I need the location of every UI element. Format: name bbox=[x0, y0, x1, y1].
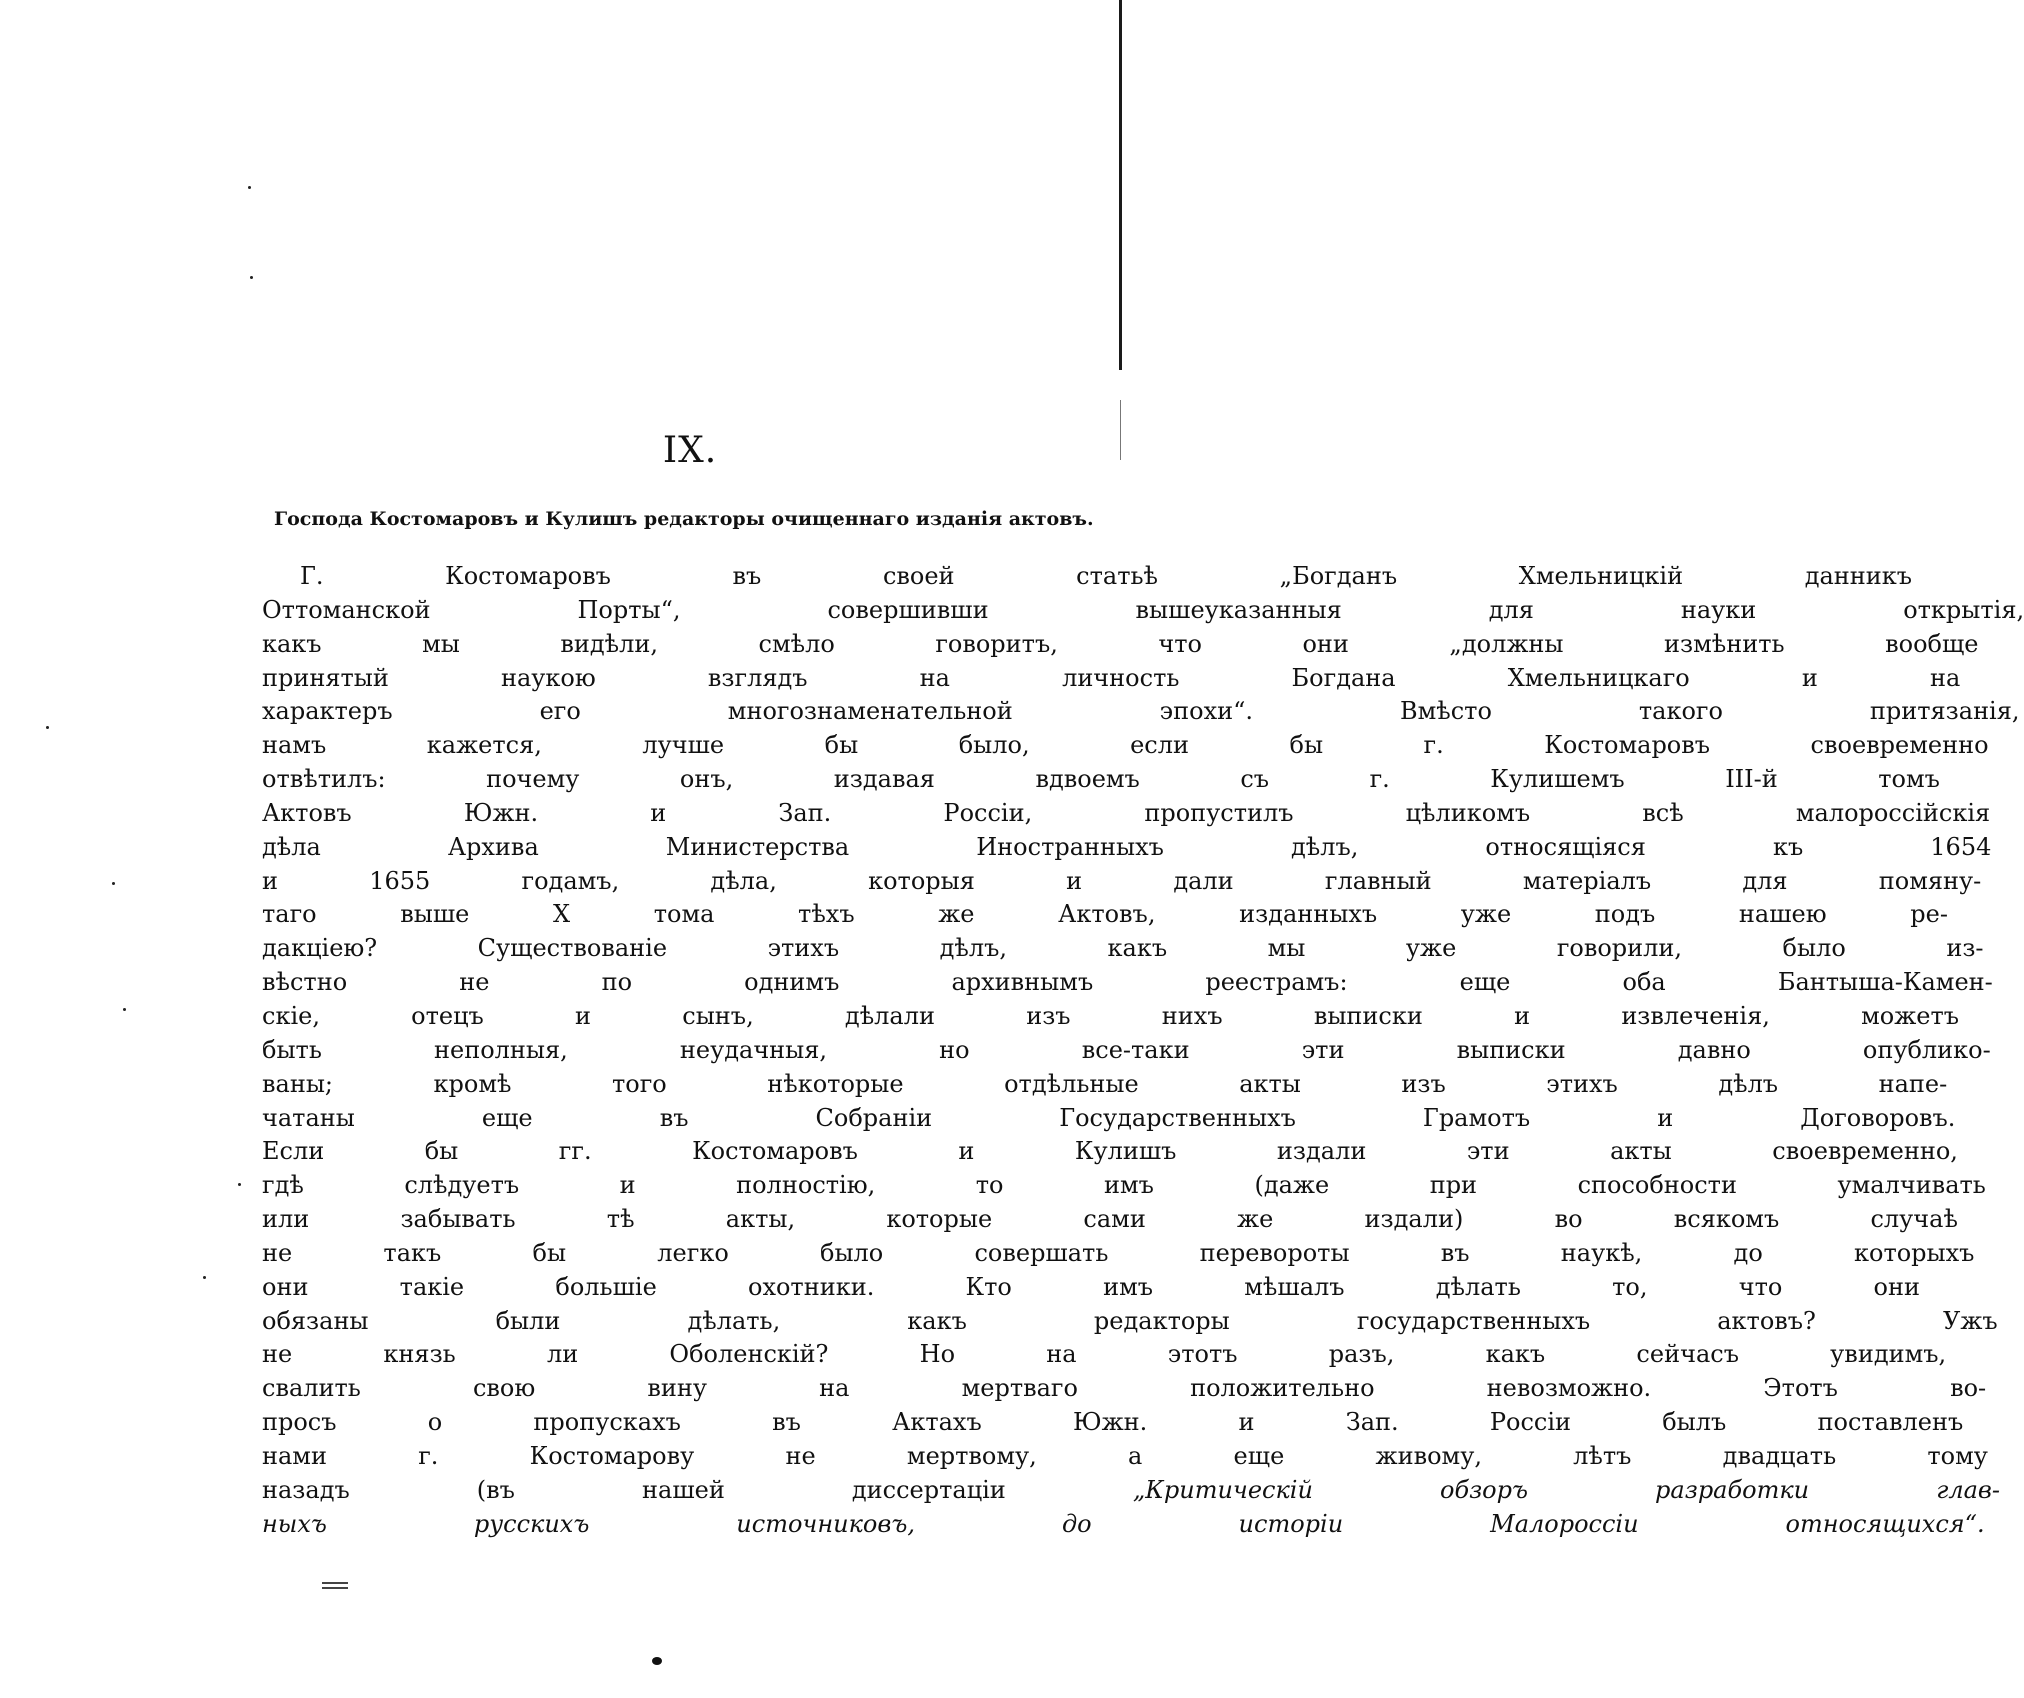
text-line: гдѣ слѣдуетъ и полностію, то имъ (даже при способности умалчивать bbox=[262, 1171, 1986, 1200]
scan-speck bbox=[112, 882, 115, 885]
text-line: дакціею? Существованіе этихъ дѣлъ, какъ мы уже говорили, было из- bbox=[262, 934, 1984, 963]
scan-speck bbox=[123, 1008, 126, 1011]
text-line: отвѣтилъ: почему онъ, издавая вдвоемъ съ г. Кулишемъ III-й томъ bbox=[262, 765, 1940, 794]
scan-speck bbox=[238, 1183, 241, 1186]
text-line: дѣла Архива Министерства Иностранныхъ дѣлъ, относящіяся къ 1654 bbox=[262, 832, 1992, 861]
text-line: Актовъ Южн. и Зап. Россіи, пропустилъ цѣликомъ всѣ малороссійскія bbox=[262, 798, 1991, 827]
text-line: быть неполныя, неудачныя, но все-таки эти выписки давно опублико- bbox=[262, 1035, 1991, 1064]
text-line: они такіе большіе охотники. Кто имъ мѣшалъ дѣлать то, что они bbox=[262, 1272, 1920, 1301]
text-line: характеръ его многознаменательной эпохи“. Вмѣсто такого притязанія, bbox=[262, 697, 2020, 726]
text-line: свалить свою вину на мертваго положительно невозможно. Этотъ во- bbox=[262, 1374, 1987, 1403]
text-line: Если бы гг. Костомаровъ и Кулишъ издали эти акты своевременно, bbox=[262, 1137, 1958, 1166]
text-line: таго выше X тома тѣхъ же Актовъ, изданныхъ уже подъ нашею ре- bbox=[262, 900, 1948, 929]
scan-speck bbox=[203, 1276, 206, 1279]
text-line: Г. Костомаровъ въ своей статьѣ „Богданъ Хмельницкій данникъ bbox=[300, 562, 1913, 590]
text-line: и 1655 годамъ, дѣла, которыя и дали главный матеріалъ для помяну- bbox=[262, 866, 1982, 895]
scan-speck bbox=[250, 276, 253, 279]
page-edge-line bbox=[1119, 0, 1122, 370]
text-line: или забывать тѣ акты, которые сами же издали) во всякомъ случаѣ bbox=[262, 1205, 1958, 1234]
scan-speck bbox=[46, 726, 49, 729]
text-line: какъ мы видѣли, смѣло говоритъ, что они „должны измѣнить вообще bbox=[262, 629, 1979, 658]
ink-blot bbox=[652, 1657, 662, 1665]
text-line: не князь ли Оболенскій? Но на этотъ разъ, какъ сейчасъ увидимъ, bbox=[262, 1340, 1947, 1369]
text-line: не такъ бы легко было совершать перевороты въ наукѣ, до которыхъ bbox=[262, 1238, 1975, 1267]
scan-speck bbox=[248, 186, 251, 189]
text-line: просъ о пропускахъ въ Актахъ Южн. и Зап. Россіи былъ поставленъ bbox=[262, 1408, 1964, 1437]
text-line: чатаны еще въ Собраніи Государственныхъ Грамотъ и Договоровъ. bbox=[262, 1103, 1956, 1132]
text-line: нами г. Костомарову не мертвому, а еще живому, лѣтъ двадцать тому bbox=[262, 1441, 1988, 1470]
text-line: Оттоманской Порты“, совершивши вышеуказанныя для науки открытія, bbox=[262, 595, 2024, 624]
chapter-number: IX. bbox=[662, 430, 718, 471]
text-line: назадъ (въ нашей диссертаціи „Критическій обзоръ разработки глав- bbox=[262, 1475, 2000, 1504]
text-line: вѣстно не по однимъ архивнымъ реестрамъ: еще оба Бантыша-Камен- bbox=[262, 968, 1993, 997]
body-text bbox=[262, 560, 2024, 1541]
text-line: ваны; кромѣ того нѣкоторые отдѣльные акты изъ этихъ дѣлъ напе- bbox=[262, 1069, 1948, 1098]
text-line: обязаны были дѣлать, какъ редакторы государственныхъ актовъ? Ужъ bbox=[262, 1306, 1998, 1335]
text-line: ныхъ русскихъ источниковъ, до исторіи Малороссіи относящихся“. bbox=[262, 1509, 1985, 1538]
text-line: принятый наукою взглядъ на личность Богдана Хмельницкаго и на bbox=[262, 663, 1961, 692]
text-line: скіе, отецъ и сынъ, дѣлали изъ нихъ выписки и извлеченія, можетъ bbox=[262, 1001, 1960, 1030]
footnote-marker bbox=[322, 1582, 348, 1592]
text-line: намъ кажется, лучше бы было, если бы г. Костомаровъ своевременно bbox=[262, 731, 1989, 760]
chapter-title: Господа Костомаровъ и Кулишъ редакторы очищеннаго изданія актовъ. bbox=[274, 508, 1094, 530]
